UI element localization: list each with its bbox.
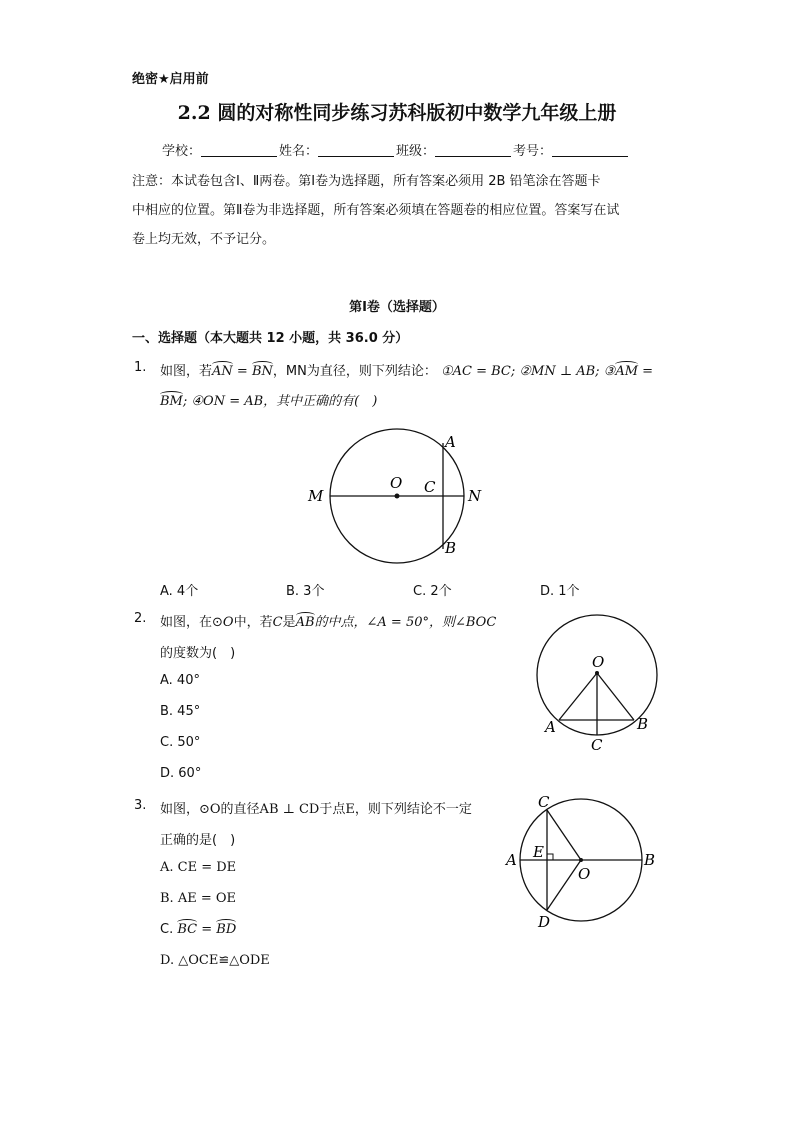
notice-line-3: 卷上均无效，不予记分。 xyxy=(132,232,276,247)
q3-option-d[interactable]: D. △OCE≌△ODE xyxy=(160,953,270,968)
q1-option-d[interactable]: D. 1个 xyxy=(540,584,580,599)
q3-segment-od xyxy=(547,860,581,910)
q3-label-d: D xyxy=(538,913,551,931)
q1-label-m: M xyxy=(308,487,324,505)
q2-label-b: B xyxy=(637,715,649,733)
school-label: 学校： xyxy=(162,144,202,159)
q3-label-e: E xyxy=(533,843,544,861)
q1-option-c[interactable]: C. 2个 xyxy=(413,584,452,599)
class-field[interactable] xyxy=(435,144,511,157)
arc-bc: BC xyxy=(177,922,198,937)
q1-figure xyxy=(300,425,500,570)
q3-label-a: A xyxy=(506,851,517,869)
arc-am: AM xyxy=(615,364,639,379)
student-info-row xyxy=(162,140,630,159)
arc-bn: BN xyxy=(251,364,273,379)
exam-no-label: 考号： xyxy=(513,144,553,159)
q2-option-d[interactable]: D. 60° xyxy=(160,766,202,781)
q1-label-c: C xyxy=(424,478,436,496)
q2-option-a[interactable]: A. 40° xyxy=(160,673,200,688)
q3-number: 3. xyxy=(134,798,147,813)
q2-stem-line2: 的度数为( ) xyxy=(160,646,236,661)
q2-option-b[interactable]: B. 45° xyxy=(160,704,201,719)
q3-option-c[interactable]: C. BC = BD xyxy=(160,922,237,937)
q2-number: 2. xyxy=(134,611,147,626)
q3-label-b: B xyxy=(644,851,656,869)
arc-bm: BM xyxy=(160,394,183,409)
q1-label-n: N xyxy=(468,487,482,505)
exam-no-field[interactable] xyxy=(552,144,628,157)
q1-stem-line1: 如图，若AN = BN，MN为直径，则下列结论： ①AC = BC; ②MN ⊥ AB; ③AM = xyxy=(160,364,654,379)
notice-line-2: 中相应的位置。第Ⅱ卷为非选择题，所有答案必须填在答题卷的相应位置。答案写在试 xyxy=(132,203,620,218)
q3-center-point xyxy=(579,858,583,862)
arc-an: AN xyxy=(212,364,233,379)
arc-ab: AB xyxy=(295,615,315,630)
q1-number: 1. xyxy=(134,360,147,375)
q2-label-a: A xyxy=(545,718,556,736)
secret-label: 绝密★启用前 xyxy=(132,72,209,87)
section-title: 第Ⅰ卷（选择题） xyxy=(349,300,445,315)
class-label: 班级： xyxy=(396,144,436,159)
q3-right-angle-mark xyxy=(547,854,553,860)
q1-option-b[interactable]: B. 3个 xyxy=(286,584,325,599)
q2-radius-oa xyxy=(559,673,597,720)
q2-label-c: C xyxy=(591,736,603,754)
q1-label-b: B xyxy=(445,539,457,557)
q2-stem-line1: 如图，在⊙O中，若C是AB的中点，∠A = 50°，则∠BOC xyxy=(160,615,497,630)
notice-line-1: 注意：本试卷包含Ⅰ、Ⅱ两卷。第Ⅰ卷为选择题，所有答案必须用 2B 铅笔涂在答题卡 xyxy=(132,174,601,189)
q3-segment-oc xyxy=(547,810,581,860)
q3-label-o: O xyxy=(578,865,591,883)
q1-label-a: A xyxy=(445,433,456,451)
arc-bd: BD xyxy=(216,922,237,937)
q1-label-o: O xyxy=(390,474,403,492)
name-label: 姓名： xyxy=(279,144,319,159)
q2-center-point xyxy=(595,671,599,675)
q1-option-a[interactable]: A. 4个 xyxy=(160,584,199,599)
q2-option-c[interactable]: C. 50° xyxy=(160,735,201,750)
q1-stem-line2: BM; ④ON = AB，其中正确的有( ) xyxy=(160,394,378,409)
page-title: 2.2 圆的对称性同步练习苏科版初中数学九年级上册 xyxy=(177,102,617,124)
name-field[interactable] xyxy=(318,144,394,157)
q3-option-b[interactable]: B. AE = OE xyxy=(160,891,237,906)
q2-radius-ob xyxy=(597,673,634,720)
school-field[interactable] xyxy=(201,144,277,157)
q2-label-o: O xyxy=(592,653,605,671)
q2-figure xyxy=(530,600,665,755)
q3-stem-line2: 正确的是( ) xyxy=(160,833,236,848)
q3-option-a[interactable]: A. CE = DE xyxy=(160,860,237,875)
part-title: 一、选择题（本大题共 12 小题，共 36.0 分） xyxy=(132,331,409,346)
q3-stem-line1: 如图，⊙O的直径AB ⊥ CD于点E，则下列结论不一定 xyxy=(160,802,472,817)
q3-figure xyxy=(500,790,665,935)
q1-center-point xyxy=(395,494,400,499)
q3-label-c: C xyxy=(538,793,550,811)
